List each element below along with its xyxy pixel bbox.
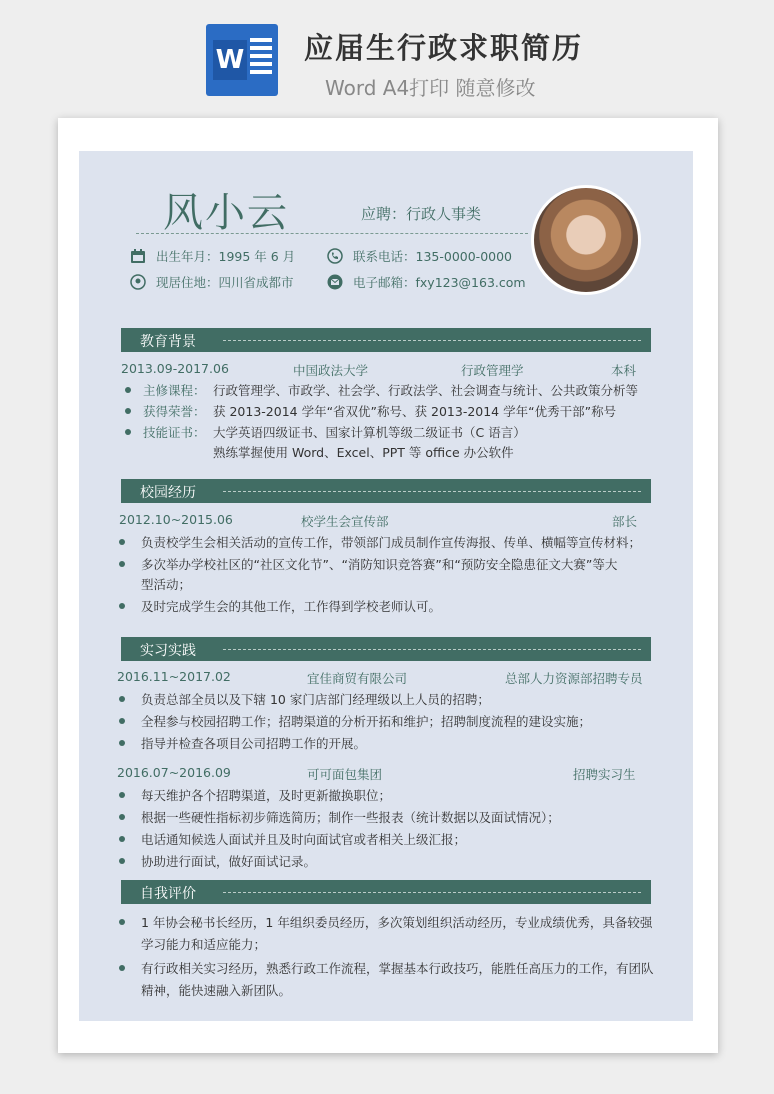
- phone-info: [326, 247, 512, 265]
- courses-text: 行政管理学、市政学、社会学、行政法学、社会调查与统计、公共政策分析等: [213, 383, 639, 398]
- list-item: 每天维护各个招聘渠道，及时更新撤换职位；: [141, 788, 392, 803]
- list-item: 学习能力和适应能力；: [141, 937, 267, 952]
- job1-role: 总部人力资源部招聘专员: [505, 671, 643, 686]
- section-title: 教育背景: [140, 334, 196, 350]
- address-text: 现居住地：四川省成都市: [156, 275, 294, 290]
- email-icon: [326, 273, 344, 291]
- certs-label: 技能证书：: [143, 425, 206, 440]
- section-education: [121, 328, 651, 352]
- edu-date: 2013.09-2017.06: [121, 361, 229, 376]
- honors-label: 获得荣誉：: [143, 404, 206, 419]
- list-item: 负责总部全员以及下辖 10 家门店部门经理级以上人员的招聘；: [141, 692, 490, 707]
- location-icon: [129, 273, 147, 291]
- resume-sheet: [79, 151, 693, 1021]
- honors-text: 获 2013-2014 学年“省双优”称号、获 2013-2014 学年“优秀干部”称号: [213, 404, 617, 419]
- edu-school: 中国政法大学: [293, 363, 369, 378]
- list-item: 指导并检查各项目公司招聘工作的开展。: [141, 736, 367, 751]
- list-item: 负责校学生会相关活动的宣传工作，带领部门成员制作宣传海报、传单、横幅等宣传材料；: [141, 535, 642, 550]
- list-item: 协助进行面试，做好面试记录。: [141, 854, 317, 869]
- list-item: 全程参与校园招聘工作；招聘渠道的分析开拓和维护；招聘制度流程的建设实施；: [141, 714, 592, 729]
- section-title: 校园经历: [140, 485, 196, 501]
- section-practice: [121, 637, 651, 661]
- list-item: 精神，能快速融入新团队。: [141, 983, 292, 998]
- word-logo-letter: W: [213, 40, 247, 80]
- edu-degree: 本科: [611, 363, 637, 378]
- job2-company: 可可面包集团: [307, 767, 383, 782]
- candidate-name: 风小云: [163, 190, 289, 236]
- list-item: 1 年协会秘书长经历，1 年组织委员经历，多次策划组织活动经历，专业成绩优秀，具备较强: [141, 915, 653, 930]
- certs-text-1: 大学英语四级证书、国家计算机等级二级证书（C 语言）: [213, 425, 526, 440]
- calendar-icon: [129, 247, 147, 265]
- section-self-evaluation: [121, 880, 651, 904]
- edu-major: 行政管理学: [461, 363, 524, 378]
- list-item: 多次举办学校社区的“社区文化节”、“消防知识竞答赛”和“预防安全隐患征文大赛”等大: [141, 557, 618, 572]
- profile-photo: [531, 185, 641, 295]
- list-item: 及时完成学生会的其他工作，工作得到学校老师认可。: [141, 599, 442, 614]
- list-item: 有行政相关实习经历，熟悉行政工作流程，掌握基本行政技巧，能胜任高压力的工作，有团队: [141, 961, 654, 976]
- job1-company: 宜佳商贸有限公司: [307, 671, 408, 686]
- email-info: [326, 273, 526, 291]
- phone-icon: [326, 247, 344, 265]
- header-divider: [136, 233, 528, 234]
- job2-date: 2016.07~2016.09: [117, 765, 231, 780]
- resume-paper: [58, 118, 718, 1053]
- section-campus: [121, 479, 651, 503]
- list-item: 根据一些硬性指标初步筛选简历；制作一些报表（统计数据以及面试情况）；: [141, 810, 560, 825]
- birth-info: [129, 247, 295, 265]
- list-item: 型活动；: [141, 577, 192, 592]
- list-item: 电话通知候选人面试并且及时向面试官或者相关上级汇报；: [141, 832, 467, 847]
- email-text: 电子邮箱：fxy123@163.com: [353, 275, 526, 290]
- section-title: 自我评价: [140, 886, 196, 902]
- page-header: [0, 0, 774, 115]
- birth-text: 出生年月：1995 年 6 月: [156, 249, 296, 264]
- job2-role: 招聘实习生: [573, 767, 636, 782]
- word-logo-icon: [206, 24, 278, 96]
- certs-text-2: 熟练掌握使用 Word、Excel、PPT 等 office 办公软件: [213, 445, 514, 460]
- apply-position: 应聘：行政人事类: [361, 205, 482, 223]
- phone-text: 联系电话：135-0000-0000: [353, 249, 513, 264]
- page-subtitle: Word A4打印 随意修改: [325, 76, 536, 100]
- courses-label: 主修课程：: [143, 383, 206, 398]
- campus-role: 部长: [612, 514, 638, 529]
- campus-date: 2012.10~2015.06: [119, 512, 233, 527]
- address-info: [129, 273, 294, 291]
- job1-date: 2016.11~2017.02: [117, 669, 231, 684]
- campus-org: 校学生会宣传部: [301, 514, 389, 529]
- page-title: 应届生行政求职简历: [304, 31, 584, 65]
- section-title: 实习实践: [140, 643, 196, 659]
